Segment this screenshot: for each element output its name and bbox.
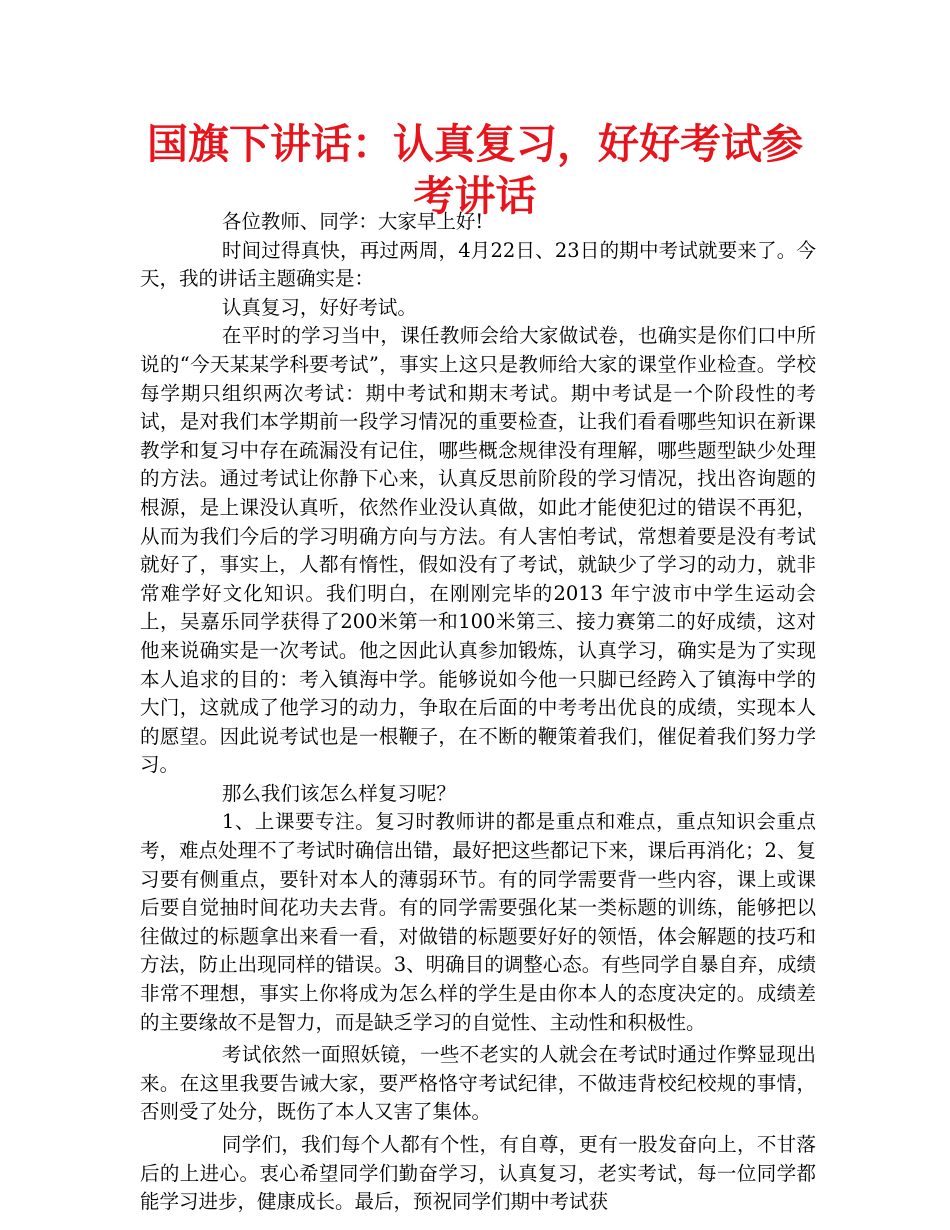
body-paragraph: 1、上课要专注。复习时教师讲的都是重点和难点，重点知识会重点考，难点处理不了考试时确信出错，最好把这些都记下来，课后再消化；2、复习要有侧重点，要针对本人的薄弱环节。有的同学需要背一些内容，课上或课后要自觉抽时间花功夫去背。有的同学需要强化某一类标题的训练，能够把以往做过的标题拿出来看一看，对做错的标题要好好的领悟，体会解题的技巧和方法，防止出现同样的错误。3、明确目的调整心态。有些同学自暴自弃，成绩非常不理想，事实上你将成为怎么样的学生是由你本人的态度决定的。成绩差的主要缘故不是智力，而是缺乏学习的自觉性、主动性和积极性。 <box>140 810 816 1034</box>
document-title: 国旗下讲话：认真复习，好好考试参考讲话 <box>147 120 803 220</box>
body-paragraph: 时间过得真快，再过两周，4月22日、23日的期中考试就要来了。今天，我的讲话主题确实是： <box>140 238 816 291</box>
body-paragraph: 在平时的学习当中，课任教师会给大家做试卷，也确实是你们口中所说的“今天某某学科要考试”，事实上这只是教师给大家的课堂作业检查。学校每学期只组织两次考试：期中考试和期末考试。期中考试是一个阶段性的考试，是对我们本学期前一段学习情况的重要检查，让我们看看哪些知识在新课教学和复习中存在疏漏没有记住，哪些概念规律没有理解，哪些题型缺少处理的方法。通过考试让你静下心来，认真反思前阶段的学习情况，找出咨询题的根源，是上课没认真听，依然作业没认真做，如此才能使犯过的错误不再犯，从而为我们今后的学习明确方向与方法。有人害怕考试，常想着要是没有考试就好了，事实上，人都有惰性，假如没有了考试，就缺少了学习的动力，就非常难学好文化知识。我们明白，在刚刚完毕的2013 年宁波市中学生运动会上，吴嘉乐同学获得了200米第一和100米第三、接力赛第二的好成绩，这对他来说确实是一次考试。他之因此认真参加锻炼，认真学习，确实是为了实现本人追求的目的：考入镇海中学。能够说如今他一只脚已经跨入了镇海中学的大门，这就成了他学习的动力，争取在后面的中考考出优良的成绩，实现本人的愿望。因此说考试也是一根鞭子，在不断的鞭策着我们，催促着我们努力学习。 <box>140 324 816 777</box>
closing-paragraph: 同学们，我们每个人都有个性，有自尊，更有一股发奋向上，不甘落后的上进心。衷心希望同学们勤奋学习，认真复习，老实考试，每一位同学都能学习进步，健康成长。最后，预祝同学们期中考试获 <box>140 1133 816 1214</box>
document-body <box>140 208 816 1217</box>
theme-paragraph: 认真复习，好好考试。 <box>221 295 417 319</box>
greeting-paragraph: 各位教师、同学：大家早上好! <box>221 210 484 233</box>
question-paragraph: 那么我们该怎么样复习呢？ <box>221 781 456 805</box>
body-paragraph: 考试依然一面照妖镜，一些不老实的人就会在考试时通过作弊显现出来。在这里我要告诫大家，要严格恪守考试纪律，不做违背校纪校规的事情，否则受了处分，既伤了本人又害了集体。 <box>140 1043 816 1124</box>
